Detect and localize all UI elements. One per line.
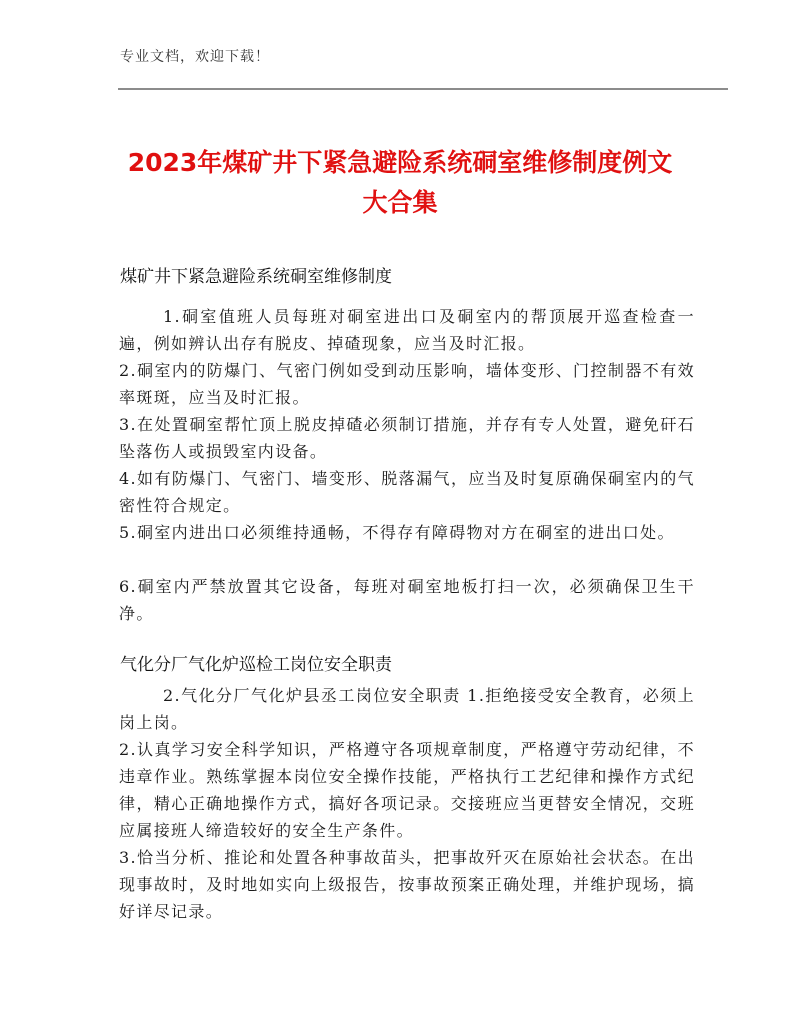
paragraph: 2.认真学习安全科学知识，严格遵守各项规章制度，严格遵守劳动纪律，不违章作业。熟练掌握本岗位安全操作技能，严格执行工艺纪律和操作方式纪律，精心正确地操作方式，搞好各项记录。交接班应当更替安全情况，交班应属接班人缔造较好的安全生产条件。 bbox=[119, 740, 695, 840]
section-heading: 煤矿井下紧急避险系统硐室维修制度 bbox=[120, 267, 392, 287]
paragraph: 4.如有防爆门、气密门、墙变形、脱落漏气，应当及时复原确保硐室内的气密性符合规定。 bbox=[119, 469, 695, 515]
section-heading: 气化分厂气化炉巡检工岗位安全职责 bbox=[120, 655, 392, 675]
paragraph: 1.硐室值班人员每班对硐室进出口及硐室内的帮顶展开巡查检查一遍，例如辨认出存有脱皮、掉碴现象，应当及时汇报。 bbox=[119, 307, 695, 353]
paragraph: 6.硐室内严禁放置其它设备，每班对硐室地板打扫一次，必须确保卫生干净。 bbox=[119, 577, 695, 623]
header-divider bbox=[118, 88, 728, 90]
paragraph: 2.硐室内的防爆门、气密门例如受到动压影响，墙体变形、门控制器不有效率斑斑，应当及时汇报。 bbox=[119, 361, 695, 407]
title-line-1: 2023年煤矿井下紧急避险系统硐室维修制度例文 bbox=[127, 148, 673, 177]
paragraph: 5.硐室内进出口必须维持通畅，不得存有障碍物对方在硐室的进出口处。 bbox=[119, 523, 675, 542]
title-line-2: 大合集 bbox=[362, 188, 438, 217]
paragraph: 3.在处置硐室帮忙顶上脱皮掉碴必须制订措施，并存有专人处置，避免矸石坠落伤人或损毁室内设备。 bbox=[119, 415, 695, 461]
paragraph: 3.恰当分析、推论和处置各种事故苗头，把事故歼灭在原始社会状态。在出现事故时，及时地如实向上级报告，按事故预案正确处理，并维护现场，搞好详尽记录。 bbox=[119, 848, 695, 921]
page-header: 专业文档，欢迎下载！ bbox=[120, 49, 270, 65]
paragraph: 2.气化分厂气化炉县丞工岗位安全职责 1.拒绝接受安全教育，必须上岗上岗。 bbox=[119, 686, 695, 732]
document-title bbox=[90, 143, 710, 223]
